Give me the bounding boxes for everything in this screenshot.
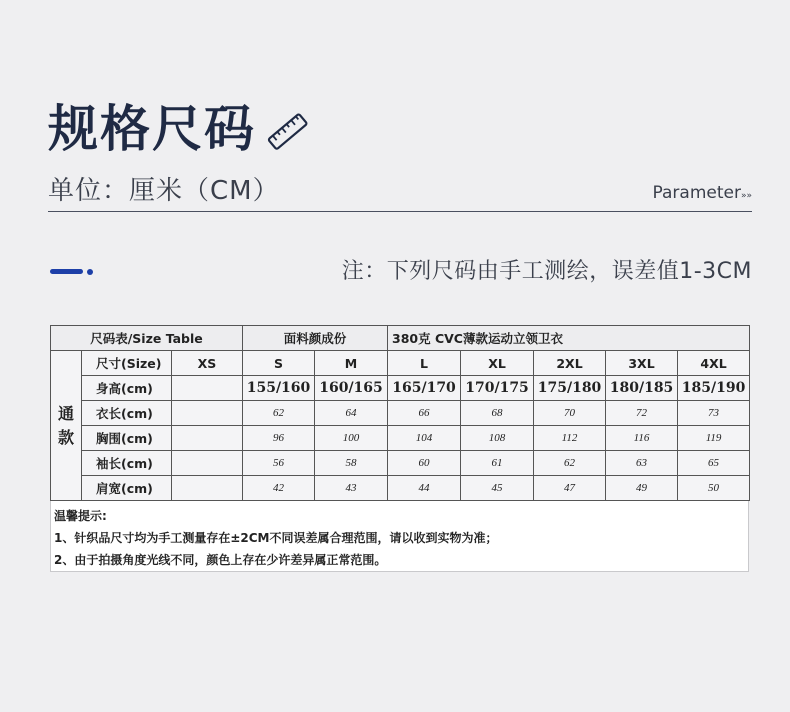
value-cell: 60 [388,451,461,476]
table-row-sleeve [51,451,750,476]
value-cell: 96 [243,426,315,451]
parameter-label [653,183,752,203]
table-row-shoulder [51,476,750,501]
size-table [50,325,750,501]
value-cell: 64 [315,401,388,426]
value-cell: 62 [534,451,606,476]
size-table-wrap [50,325,749,572]
value-cell: 68 [461,401,534,426]
accent-bar [50,269,83,274]
value-cell: 170/175 [461,376,534,401]
value-cell [172,426,243,451]
value-cell: 160/165 [315,376,388,401]
unit-label: 单位：厘米（CM） [48,176,280,206]
value-cell: 112 [534,426,606,451]
value-cell: 44 [388,476,461,501]
value-cell: 42 [243,476,315,501]
value-cell [172,476,243,501]
row-label: 肩宽(cm) [82,476,172,501]
size-cell: 4XL [678,351,750,376]
row-label: 袖长(cm) [82,451,172,476]
value-cell: 70 [534,401,606,426]
tips-box [50,501,749,572]
accent-dot [87,269,93,275]
tips-line-1: 1、针织品尺寸均为手工测量存在±2CM不同误差属合理范围，请以收到实物为准； [54,531,498,545]
parameter-text: Parameter [652,183,741,203]
group-label: 通款 [51,351,82,501]
value-cell: 116 [606,426,678,451]
parameter-suffix: »» [740,191,752,201]
value-cell: 100 [315,426,388,451]
measurement-note: 注：下列尺码由手工测绘，误差值1-3CM [341,259,752,284]
row-label: 胸围(cm) [82,426,172,451]
size-row [51,351,750,376]
table-top-header-row [51,326,750,351]
value-cell: 108 [461,426,534,451]
value-cell: 43 [315,476,388,501]
value-cell: 50 [678,476,750,501]
size-cell: L [388,351,461,376]
value-cell: 58 [315,451,388,476]
value-cell [172,451,243,476]
tips-title: 温馨提示: [54,509,107,523]
value-cell: 72 [606,401,678,426]
value-cell: 73 [678,401,750,426]
value-cell: 65 [678,451,750,476]
value-cell: 63 [606,451,678,476]
fabric-header: 面料颜成份 [243,326,388,351]
table-row-height [51,376,750,401]
value-cell: 175/180 [534,376,606,401]
row-label: 衣长(cm) [82,401,172,426]
value-cell: 62 [243,401,315,426]
value-cell: 66 [388,401,461,426]
size-row-label: 尺寸(Size) [82,351,172,376]
product-header: 380克 CVC薄款运动立领卫衣 [388,326,750,351]
ruler-icon [266,110,310,154]
page-title: 规格尺码 [48,100,256,158]
header-divider [48,211,752,212]
value-cell: 56 [243,451,315,476]
size-cell: XS [172,351,243,376]
size-cell: S [243,351,315,376]
table-row-chest [51,426,750,451]
row-label: 身高(cm) [82,376,172,401]
value-cell [172,376,243,401]
size-cell: 3XL [606,351,678,376]
value-cell: 104 [388,426,461,451]
value-cell: 119 [678,426,750,451]
value-cell: 45 [461,476,534,501]
title-group [48,100,310,158]
value-cell: 155/160 [243,376,315,401]
size-cell: M [315,351,388,376]
size-table-header: 尺码表/Size Table [51,326,243,351]
value-cell: 49 [606,476,678,501]
value-cell: 47 [534,476,606,501]
size-cell: 2XL [534,351,606,376]
tips-line-2: 2、由于拍摄角度光线不同，颜色上存在少许差异属正常范围。 [54,553,387,567]
value-cell: 61 [461,451,534,476]
size-cell: XL [461,351,534,376]
value-cell: 165/170 [388,376,461,401]
value-cell [172,401,243,426]
value-cell: 180/185 [606,376,678,401]
value-cell: 185/190 [678,376,750,401]
table-row-length [51,401,750,426]
